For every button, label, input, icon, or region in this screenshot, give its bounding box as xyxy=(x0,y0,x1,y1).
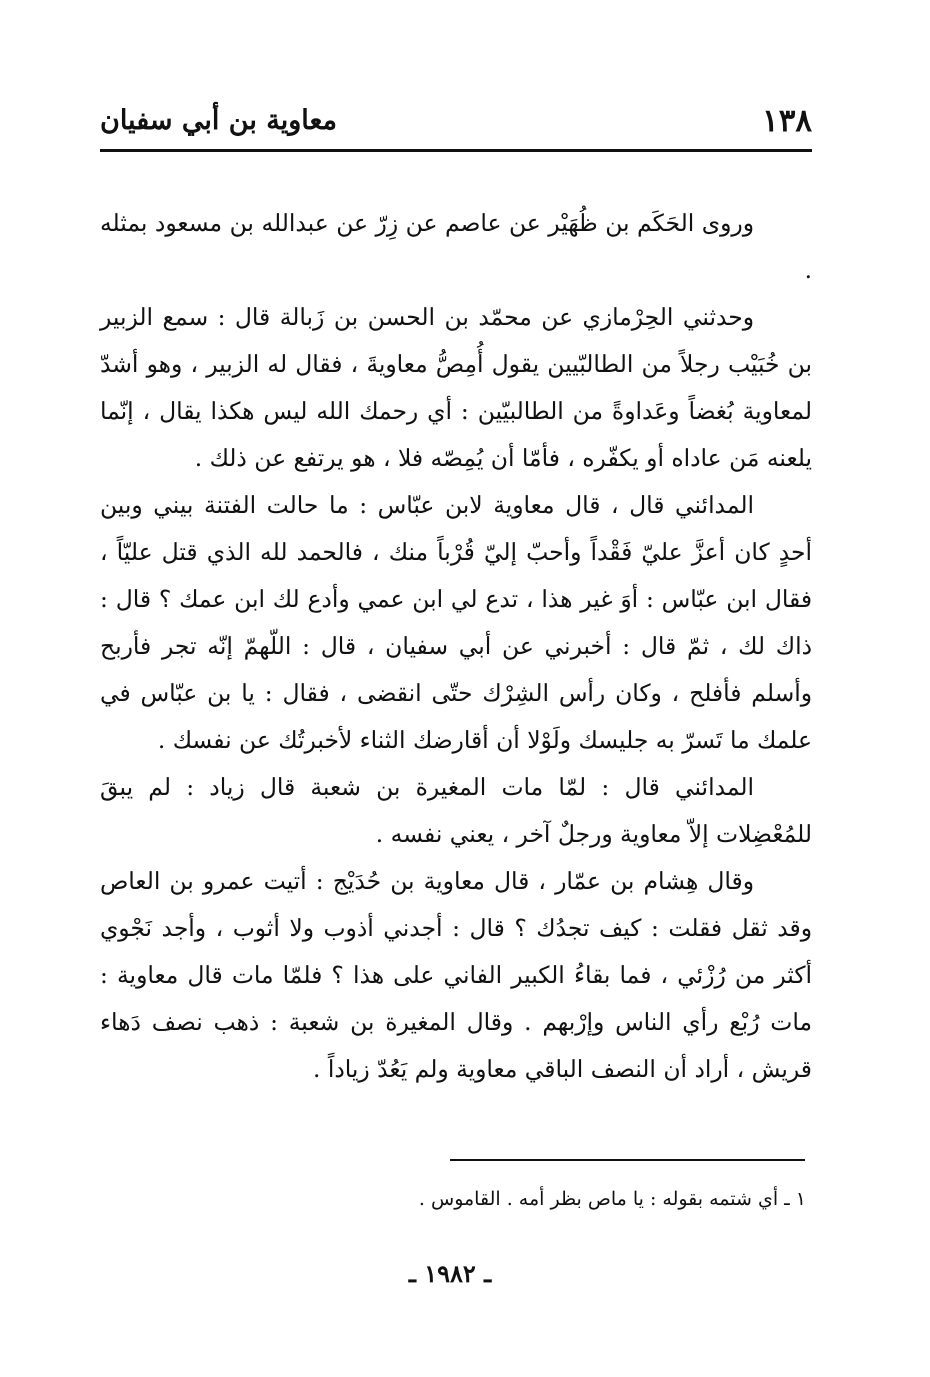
page-number: ١٣٨ xyxy=(762,103,812,139)
paragraph: وقال هِشام بن عمّار ، قال معاوية بن حُدَيْج : أتيت عمرو بن العاص وقد ثقل فقلت : كيف تجدُك ؟ قال : أجدني أذوب ولا أثوب ، وأجد نَجْوي أكثر من رُزْئي ، فما بقاءُ الكبير الفاني على هذا ؟ فلمّا مات قال معاوية : مات رُبْع رأي الناس وإرْبهم . وقال المغيرة بن شعبة : ذهب نصف دَهاء قريش ، أراد أن النصف الباقي معاوية ولم يَعُدّ زياداً . xyxy=(100,867,812,1083)
paragraph: وروى الحَكَم بن ظُهَيْر عن عاصم عن زِرّ عن عبدالله بن مسعود بمثله . xyxy=(100,209,812,284)
folio-number: ـ ١٩٨٢ ـ xyxy=(408,1259,492,1288)
footnote-rule xyxy=(450,1159,805,1161)
paragraph: المدائني قال : لمّا مات المغيرة بن شعبة قال زياد : لم يبقَ للمُعْضِلات إلاّ معاوية ورجلٌ آخر ، يعني نفسه . xyxy=(100,773,812,848)
paragraph: المدائني قال ، قال معاوية لابن عبّاس : ما حالت الفتنة بيني وبين أحدٍ كان أعزَّ عليّ فَقْداً وأحبّ إليّ قُرْباً منك ، فالحمد لله الذي قتل عليّاً ، فقال ابن عبّاس : أوَ غير هذا ، تدع لي ابن عمي وأدع لك ابن عمك ؟ قال : ذاك لك ، ثمّ قال : أخبرني عن أبي سفيان ، قال : اللّهمّ إنّه تجر فأربح وأسلم فأفلح ، وكان رأس الشِرْك حتّى انقضى ، فقال : يا بن عبّاس في علمك ما تَسرّ به جليسك ولَوْلا أن أقارضك الثناء لأخبرتُك عن نفسك . xyxy=(100,491,812,754)
header-rule xyxy=(100,149,812,152)
running-title: معاوية بن أبي سفيان xyxy=(100,105,338,136)
main-text xyxy=(100,200,812,1093)
paragraph: وحدثني الحِرْمازي عن محمّد بن الحسن بن زَبالة قال : سمع الزبير بن خُبَيْب رجلاً من الطالبّيين يقول أُمِصُّ معاويةَ ، فقال له الزبير ، وهو أشدّ لمعاوية بُغضاً وعَداوةً من الطالبيّين : أي رحمك الله ليس هكذا يقال ، إنّما يلعنه مَن عاداه أو يكفّره ، فأمّا أن يُمِصّه فلا ، هو يرتفع عن ذلك . xyxy=(100,303,812,472)
page-header xyxy=(100,95,812,149)
footnote: ١ ـ أي شتمه بقوله : يا ماص بظر أمه . القاموس . xyxy=(418,1188,806,1210)
